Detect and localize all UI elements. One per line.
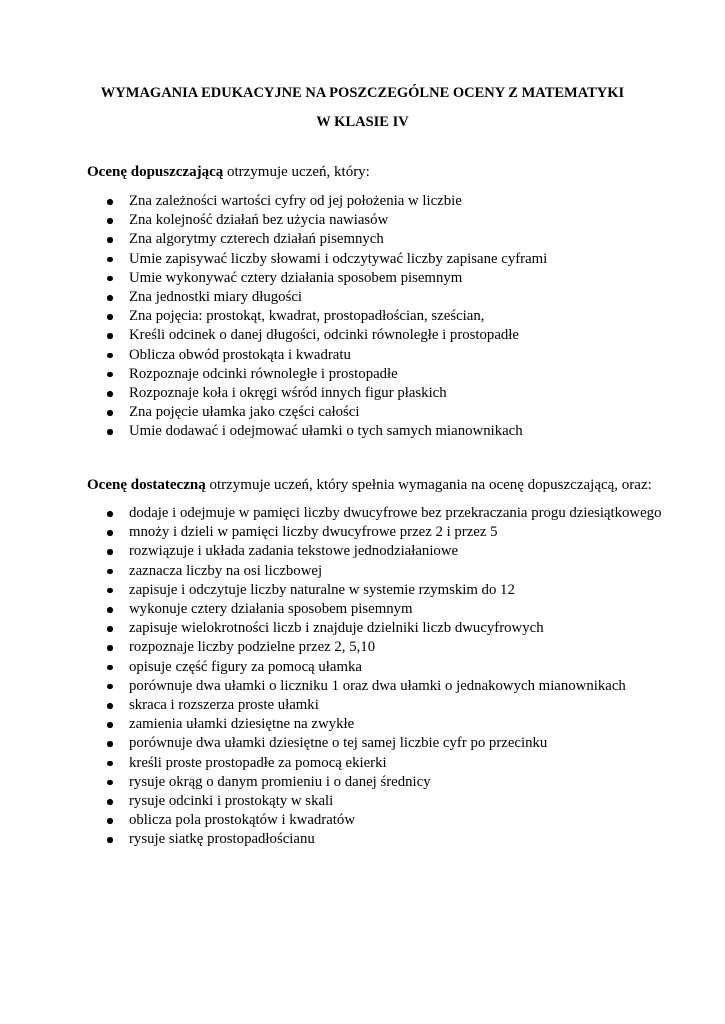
bullet-icon (107, 237, 113, 243)
list-item-text: rysuje odcinki i prostokąty w skali (129, 793, 334, 810)
document-subtitle: W KLASIE IV (316, 114, 409, 130)
bullet-icon (107, 372, 113, 378)
list-item (104, 581, 664, 600)
list-item (104, 307, 664, 326)
bullet-icon (107, 588, 113, 594)
bullet-icon (107, 684, 113, 690)
list-item (104, 403, 664, 422)
bullet-icon (107, 511, 113, 517)
list-item (104, 211, 664, 230)
list-item (104, 677, 664, 696)
list-item-text: rozwiązuje i układa zadania tekstowe jednodziałaniowe (129, 543, 459, 560)
list-item (104, 269, 664, 288)
list-item-text: zapisuje wielokrotności liczb i znajduje dzielniki liczb dwucyfrowych (129, 620, 544, 637)
bullet-icon (107, 837, 113, 843)
list-item-text: opisuje część figury za pomocą ułamka (129, 658, 362, 675)
list-item (104, 619, 664, 638)
list-item-text: Kreśli odcinek o danej długości, odcinki równoległe i prostopadłe (129, 327, 519, 344)
list-item-text: wykonuje cztery działania sposobem pisemnym (129, 601, 413, 618)
list-item (104, 734, 664, 753)
list-item (104, 542, 664, 561)
list-item (104, 830, 664, 849)
bullet-icon (107, 799, 113, 805)
list-item-text: Umie zapisywać liczby słowami i odczytywać liczby zapisane cyframi (129, 250, 548, 267)
list-item-text: mnoży i dzieli w pamięci liczby dwucyfrowe przez 2 i przez 5 (129, 524, 498, 541)
list-item-text: porównuje dwa ułamki o liczniku 1 oraz dwa ułamki o jednakowych mianownikach (129, 677, 626, 694)
list-item-text: dodaje i odejmuje w pamięci liczby dwucyfrowe bez przekraczania progu dziesiątkowego (129, 505, 662, 521)
list-item (104, 658, 664, 677)
bullet-icon (107, 569, 113, 575)
intro-text: otrzymuje uczeń, który spełnia wymagania na ocenę dopuszczającą, oraz: (205, 477, 652, 493)
list-item (104, 638, 664, 657)
list-item-text: skraca i rozszerza proste ułamki (129, 697, 319, 714)
list-item-text: rozpoznaje liczby podzielne przez 2, 5,10 (129, 639, 376, 656)
list-item (104, 365, 664, 384)
list-item-text: porównuje dwa ułamki dziesiętne o tej samej liczbie cyfr po przecinku (129, 735, 548, 752)
bullet-icon (107, 353, 113, 359)
requirements-list-dopuszczajaca (104, 192, 664, 442)
bullet-icon (107, 607, 113, 613)
list-item (104, 792, 664, 811)
requirements-list-dostateczna (104, 504, 664, 850)
bullet-icon (107, 295, 113, 301)
list-item (104, 288, 664, 307)
section-intro-dostateczna (87, 476, 652, 495)
list-item (104, 422, 664, 441)
list-item-text: Rozpoznaje koła i okręgi wśród innych figur płaskich (129, 385, 447, 402)
bullet-icon (107, 199, 113, 205)
list-item (104, 326, 664, 345)
document-title: WYMAGANIA EDUKACYJNE NA POSZCZEGÓLNE OCENY Z MATEMATYKI (100, 85, 625, 101)
bullet-icon (107, 333, 113, 339)
list-item (104, 384, 664, 403)
list-item (104, 230, 664, 249)
bullet-icon (107, 645, 113, 651)
list-item-text: Zna pojęcia: prostokąt, kwadrat, prostopadłościan, sześcian, (129, 308, 485, 325)
bullet-icon (107, 703, 113, 709)
bullet-icon (107, 741, 113, 747)
bullet-icon (107, 780, 113, 786)
list-item (104, 346, 664, 365)
list-item-text: rysuje siatkę prostopadłościanu (129, 831, 315, 848)
list-item (104, 811, 664, 830)
list-item-text: Zna kolejność działań bez użycia nawiasów (129, 212, 389, 229)
intro-text: otrzymuje uczeń, który: (223, 164, 370, 180)
list-item-text: oblicza pola prostokątów i kwadratów (129, 812, 355, 829)
bullet-icon (107, 665, 113, 671)
bullet-icon (107, 549, 113, 555)
list-item-text: zaznacza liczby na osi liczbowej (129, 562, 323, 579)
list-item-text: Umie wykonywać cztery działania sposobem pisemnym (129, 269, 463, 286)
list-item-text: kreśli proste prostopadłe za pomocą ekierki (129, 754, 387, 771)
list-item (104, 715, 664, 734)
list-item-text: zapisuje i odczytuje liczby naturalne w systemie rzymskim do 12 (129, 581, 515, 598)
list-item-text: Zna zależności wartości cyfry od jej położenia w liczbie (129, 193, 462, 209)
section-intro-dopuszczajaca (87, 163, 370, 182)
list-item (104, 250, 664, 269)
bullet-icon (107, 391, 113, 397)
bullet-icon (107, 722, 113, 728)
list-item-text: zamienia ułamki dziesiętne na zwykłe (129, 716, 355, 733)
bullet-icon (107, 218, 113, 224)
list-item-text: Umie dodawać i odejmować ułamki o tych samych mianownikach (129, 423, 523, 440)
list-item-text: Rozpoznaje odcinki równoległe i prostopadłe (129, 365, 398, 382)
list-item-text: Oblicza obwód prostokąta i kwadratu (129, 346, 351, 363)
grade-label: Ocenę dostateczną (87, 477, 206, 493)
bullet-icon (107, 276, 113, 282)
list-item-text: Zna jednostki miary długości (129, 289, 303, 306)
list-item-text: Zna pojęcie ułamka jako części całości (129, 404, 360, 421)
bullet-icon (107, 626, 113, 632)
list-item (104, 504, 664, 523)
list-item (104, 523, 664, 542)
bullet-icon (107, 410, 113, 416)
list-item (104, 773, 664, 792)
list-item (104, 754, 664, 773)
bullet-icon (107, 530, 113, 536)
bullet-icon (107, 314, 113, 320)
list-item (104, 192, 664, 211)
bullet-icon (107, 257, 113, 263)
list-item-text: Zna algorytmy czterech działań pisemnych (129, 231, 384, 248)
list-item-text: rysuje okrąg o danym promieniu i o danej średnicy (129, 773, 431, 790)
bullet-icon (107, 429, 113, 435)
bullet-icon (107, 818, 113, 824)
list-item (104, 696, 664, 715)
bullet-icon (107, 761, 113, 767)
list-item (104, 562, 664, 581)
list-item (104, 600, 664, 619)
grade-label: Ocenę dopuszczającą (87, 164, 224, 180)
